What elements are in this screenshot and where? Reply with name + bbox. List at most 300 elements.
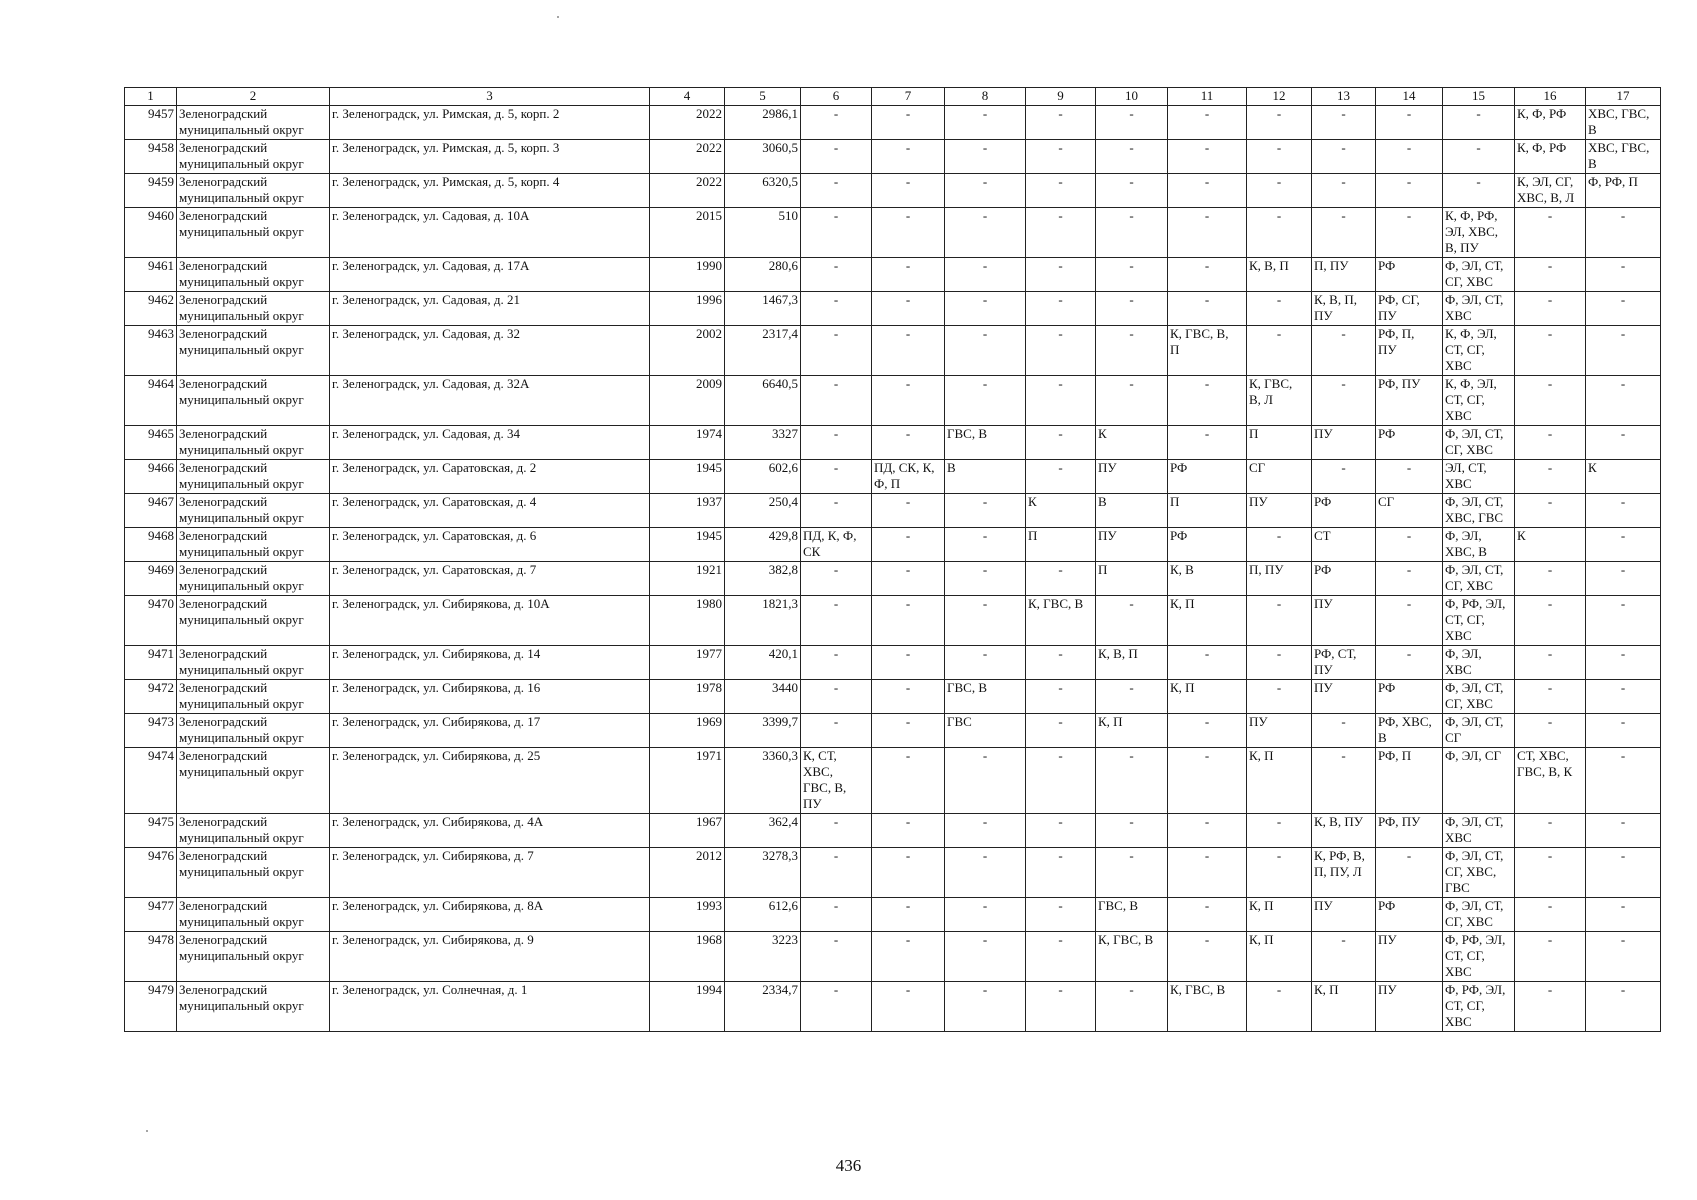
table-cell: -: [1168, 748, 1247, 814]
table-cell: ГВС, В: [945, 680, 1026, 714]
table-cell: Зеленоградский муниципальный округ: [177, 898, 330, 932]
table-cell: г. Зеленоградск, ул. Сибирякова, д. 10А: [330, 596, 650, 646]
table-cell: Зеленоградский муниципальный округ: [177, 106, 330, 140]
table-cell: -: [1586, 932, 1661, 982]
table-cell: -: [1026, 982, 1096, 1032]
table-cell: -: [1026, 814, 1096, 848]
table-row: [125, 460, 1661, 494]
table-cell: -: [1168, 646, 1247, 680]
table-cell: -: [1586, 898, 1661, 932]
table-cell: -: [872, 494, 945, 528]
table-cell: -: [1026, 898, 1096, 932]
table-cell: г. Зеленоградск, ул. Сибирякова, д. 8А: [330, 898, 650, 932]
table-cell: 1974: [650, 426, 725, 460]
table-cell: -: [872, 292, 945, 326]
page-number: 436: [835, 1156, 862, 1175]
table-cell: -: [945, 494, 1026, 528]
table-cell: -: [1515, 208, 1586, 258]
table-cell: -: [1247, 982, 1312, 1032]
table-cell: 9478: [125, 932, 177, 982]
table-cell: -: [945, 646, 1026, 680]
table-cell: Ф, ЭЛ, СТ, СГ, ХВС: [1443, 680, 1515, 714]
table-cell: 1937: [650, 494, 725, 528]
table-cell: -: [1026, 208, 1096, 258]
table-cell: -: [801, 494, 872, 528]
table-cell: 9458: [125, 140, 177, 174]
table-cell: РФ: [1312, 562, 1376, 596]
table-cell: -: [1026, 680, 1096, 714]
table-cell: -: [1586, 528, 1661, 562]
table-cell: -: [1247, 848, 1312, 898]
table-cell: -: [1247, 814, 1312, 848]
table-cell: Ф, ЭЛ, СТ, ХВС: [1443, 814, 1515, 848]
table-cell: г. Зеленоградск, ул. Саратовская, д. 2: [330, 460, 650, 494]
table-cell: П: [1168, 494, 1247, 528]
table-cell: -: [1026, 748, 1096, 814]
table-cell: Зеленоградский муниципальный округ: [177, 292, 330, 326]
table-cell: РФ, СГ, ПУ: [1376, 292, 1443, 326]
table-cell: г. Зеленоградск, ул. Сибирякова, д. 17: [330, 714, 650, 748]
table-cell: Зеленоградский муниципальный округ: [177, 376, 330, 426]
table-cell: ПУ: [1247, 494, 1312, 528]
table-cell: 9475: [125, 814, 177, 848]
table-row: [125, 646, 1661, 680]
table-row: [125, 898, 1661, 932]
table-cell: 3327: [725, 426, 801, 460]
table-cell: 1969: [650, 714, 725, 748]
table-cell: 9474: [125, 748, 177, 814]
table-row: [125, 748, 1661, 814]
table-cell: -: [1026, 714, 1096, 748]
table-row: [125, 258, 1661, 292]
table-cell: -: [1586, 326, 1661, 376]
table-cell: К, Ф, ЭЛ, СТ, СГ, ХВС: [1443, 376, 1515, 426]
table-cell: -: [1168, 376, 1247, 426]
table-cell: Зеленоградский муниципальный округ: [177, 326, 330, 376]
column-header: 10: [1096, 88, 1168, 106]
column-header: 3: [330, 88, 650, 106]
table-cell: -: [1026, 106, 1096, 140]
table-cell: Зеленоградский муниципальный округ: [177, 982, 330, 1032]
table-cell: -: [1312, 174, 1376, 208]
table-cell: 3223: [725, 932, 801, 982]
table-cell: К, ГВС, В: [1096, 932, 1168, 982]
table-cell: -: [1247, 326, 1312, 376]
table-cell: К, П: [1312, 982, 1376, 1032]
table-cell: -: [1312, 106, 1376, 140]
table-cell: 420,1: [725, 646, 801, 680]
table-cell: К, ГВС, В: [1168, 982, 1247, 1032]
table-cell: Зеленоградский муниципальный округ: [177, 494, 330, 528]
table-cell: -: [1026, 292, 1096, 326]
table-cell: РФ: [1312, 494, 1376, 528]
table-cell: -: [872, 814, 945, 848]
table-cell: -: [1312, 932, 1376, 982]
table-cell: 1980: [650, 596, 725, 646]
table-cell: Ф, ЭЛ, СТ, СГ, ХВС: [1443, 562, 1515, 596]
column-header: 9: [1026, 88, 1096, 106]
table-cell: 1978: [650, 680, 725, 714]
table-cell: К, В, П: [1096, 646, 1168, 680]
table-cell: Ф, РФ, ЭЛ, СТ, СГ, ХВС: [1443, 932, 1515, 982]
table-cell: К: [1096, 426, 1168, 460]
table-cell: К, В, П, ПУ: [1312, 292, 1376, 326]
table-cell: СТ, ХВС, ГВС, В, К: [1515, 748, 1586, 814]
table-cell: РФ, ПУ: [1376, 376, 1443, 426]
table-cell: Зеленоградский муниципальный округ: [177, 140, 330, 174]
table-cell: г. Зеленоградск, ул. Солнечная, д. 1: [330, 982, 650, 1032]
table-cell: -: [801, 562, 872, 596]
table-cell: Зеленоградский муниципальный округ: [177, 258, 330, 292]
table-cell: -: [1168, 848, 1247, 898]
table-cell: -: [872, 326, 945, 376]
table-cell: -: [1376, 208, 1443, 258]
table-cell: -: [945, 376, 1026, 426]
table-cell: -: [945, 932, 1026, 982]
table-cell: -: [1515, 982, 1586, 1032]
table-cell: -: [872, 376, 945, 426]
table-cell: -: [1247, 646, 1312, 680]
table-cell: -: [801, 848, 872, 898]
column-header: 7: [872, 88, 945, 106]
table-cell: 1821,3: [725, 596, 801, 646]
table-cell: г. Зеленоградск, ул. Сибирякова, д. 16: [330, 680, 650, 714]
table-cell: 429,8: [725, 528, 801, 562]
table-cell: -: [1312, 714, 1376, 748]
table-cell: П: [1026, 528, 1096, 562]
table-cell: -: [1515, 258, 1586, 292]
column-header: 16: [1515, 88, 1586, 106]
table-cell: РФ, ПУ: [1376, 814, 1443, 848]
table-cell: -: [1586, 208, 1661, 258]
table-cell: -: [1026, 848, 1096, 898]
table-cell: К, П: [1247, 932, 1312, 982]
table-cell: Ф, ЭЛ, ХВС, В: [1443, 528, 1515, 562]
table-cell: К, П: [1247, 898, 1312, 932]
table-cell: В: [945, 460, 1026, 494]
table-cell: 612,6: [725, 898, 801, 932]
table-cell: -: [1586, 562, 1661, 596]
table-cell: Зеленоградский муниципальный округ: [177, 714, 330, 748]
table-cell: -: [801, 292, 872, 326]
table-cell: -: [1168, 814, 1247, 848]
table-row: [125, 140, 1661, 174]
table-cell: Зеленоградский муниципальный округ: [177, 596, 330, 646]
table-cell: -: [945, 848, 1026, 898]
table-cell: 2986,1: [725, 106, 801, 140]
table-cell: -: [1168, 426, 1247, 460]
table-cell: -: [1376, 848, 1443, 898]
table-cell: К, В: [1168, 562, 1247, 596]
table-cell: -: [1586, 814, 1661, 848]
table-cell: -: [872, 174, 945, 208]
table-cell: ПУ: [1096, 460, 1168, 494]
table-cell: К, РФ, В, П, ПУ, Л: [1312, 848, 1376, 898]
table-cell: 1945: [650, 528, 725, 562]
table-cell: 9476: [125, 848, 177, 898]
table-cell: -: [1515, 814, 1586, 848]
table-cell: -: [1515, 848, 1586, 898]
table-cell: -: [801, 174, 872, 208]
table-row: [125, 174, 1661, 208]
table-cell: -: [872, 528, 945, 562]
table-cell: -: [1515, 292, 1586, 326]
table-cell: 9464: [125, 376, 177, 426]
table-cell: -: [1515, 426, 1586, 460]
table-cell: 6640,5: [725, 376, 801, 426]
table-cell: ПУ: [1312, 680, 1376, 714]
table-cell: г. Зеленоградск, ул. Римская, д. 5, корп. 2: [330, 106, 650, 140]
table-cell: -: [872, 982, 945, 1032]
table-cell: -: [1586, 596, 1661, 646]
column-header: 2: [177, 88, 330, 106]
table-cell: г. Зеленоградск, ул. Садовая, д. 32: [330, 326, 650, 376]
table-cell: 3399,7: [725, 714, 801, 748]
column-header: 6: [801, 88, 872, 106]
table-cell: -: [1443, 140, 1515, 174]
table-cell: -: [1312, 376, 1376, 426]
table-cell: -: [1586, 292, 1661, 326]
table-cell: Ф, ЭЛ, СТ, СГ, ХВС: [1443, 426, 1515, 460]
table-cell: -: [945, 596, 1026, 646]
table-cell: Ф, ЭЛ, СТ, СГ, ХВС: [1443, 898, 1515, 932]
table-cell: 1990: [650, 258, 725, 292]
table-cell: 9470: [125, 596, 177, 646]
table-cell: -: [1168, 898, 1247, 932]
table-cell: -: [1096, 376, 1168, 426]
table-cell: -: [1586, 426, 1661, 460]
table-cell: 9471: [125, 646, 177, 680]
table-cell: -: [1096, 596, 1168, 646]
table-cell: ПУ: [1376, 982, 1443, 1032]
table-cell: Ф, РФ, ЭЛ, СТ, СГ, ХВС: [1443, 596, 1515, 646]
table-cell: -: [1247, 208, 1312, 258]
table-cell: РФ: [1376, 680, 1443, 714]
table-cell: К, В, П: [1247, 258, 1312, 292]
table-cell: 9479: [125, 982, 177, 1032]
table-cell: -: [1026, 140, 1096, 174]
table-cell: -: [801, 376, 872, 426]
table-cell: 1993: [650, 898, 725, 932]
table-cell: -: [1376, 106, 1443, 140]
table-cell: 2317,4: [725, 326, 801, 376]
column-header: 17: [1586, 88, 1661, 106]
table-cell: -: [1247, 596, 1312, 646]
register-sheet: [124, 87, 1661, 1032]
table-cell: -: [945, 208, 1026, 258]
table-cell: -: [1515, 562, 1586, 596]
table-cell: -: [1376, 174, 1443, 208]
table-cell: -: [1168, 174, 1247, 208]
table-cell: -: [945, 562, 1026, 596]
table-cell: 1971: [650, 748, 725, 814]
table-cell: 250,4: [725, 494, 801, 528]
table-cell: ХВС, ГВС, В: [1586, 140, 1661, 174]
table-cell: -: [1096, 208, 1168, 258]
column-header: 4: [650, 88, 725, 106]
table-cell: 1996: [650, 292, 725, 326]
table-cell: Ф, ЭЛ, СГ: [1443, 748, 1515, 814]
table-cell: -: [801, 714, 872, 748]
column-header: 11: [1168, 88, 1247, 106]
table-cell: К, Ф, ЭЛ, СТ, СГ, ХВС: [1443, 326, 1515, 376]
table-cell: -: [1586, 494, 1661, 528]
scan-speck: [146, 1130, 148, 1132]
table-cell: Зеленоградский муниципальный округ: [177, 426, 330, 460]
table-cell: -: [801, 646, 872, 680]
table-cell: 1945: [650, 460, 725, 494]
table-cell: ПД, К, Ф, СК: [801, 528, 872, 562]
table-cell: РФ: [1376, 898, 1443, 932]
table-cell: ГВС, В: [1096, 898, 1168, 932]
table-cell: -: [1026, 258, 1096, 292]
table-cell: -: [945, 326, 1026, 376]
table-cell: К, В, ПУ: [1312, 814, 1376, 848]
table-cell: -: [945, 174, 1026, 208]
table-cell: г. Зеленоградск, ул. Римская, д. 5, корп. 4: [330, 174, 650, 208]
table-cell: -: [1247, 292, 1312, 326]
table-cell: 1467,3: [725, 292, 801, 326]
table-cell: Ф, РФ, ЭЛ, СТ, СГ, ХВС: [1443, 982, 1515, 1032]
table-cell: К, ГВС, В, П: [1168, 326, 1247, 376]
table-cell: РФ: [1168, 460, 1247, 494]
table-cell: г. Зеленоградск, ул. Садовая, д. 21: [330, 292, 650, 326]
table-cell: -: [1586, 848, 1661, 898]
table-cell: П: [1096, 562, 1168, 596]
table-cell: 1994: [650, 982, 725, 1032]
table-cell: -: [1515, 494, 1586, 528]
table-row: [125, 326, 1661, 376]
column-header: 8: [945, 88, 1026, 106]
table-row: [125, 932, 1661, 982]
table-cell: -: [1168, 140, 1247, 174]
table-cell: -: [801, 258, 872, 292]
table-cell: -: [801, 326, 872, 376]
table-cell: 9472: [125, 680, 177, 714]
table-cell: -: [1376, 646, 1443, 680]
table-cell: Ф, ЭЛ, СТ, ХВС, ГВС: [1443, 494, 1515, 528]
housing-register-table: [124, 87, 1661, 1032]
table-cell: РФ: [1376, 258, 1443, 292]
table-cell: П, ПУ: [1247, 562, 1312, 596]
table-cell: -: [801, 814, 872, 848]
table-cell: -: [872, 106, 945, 140]
table-cell: К, П: [1168, 596, 1247, 646]
table-cell: -: [1168, 714, 1247, 748]
column-header: 15: [1443, 88, 1515, 106]
table-cell: ГВС, В: [945, 426, 1026, 460]
table-cell: 2022: [650, 174, 725, 208]
table-cell: К, ГВС, В, Л: [1247, 376, 1312, 426]
table-cell: 9466: [125, 460, 177, 494]
table-cell: г. Зеленоградск, ул. Сибирякова, д. 4А: [330, 814, 650, 848]
table-row: [125, 680, 1661, 714]
table-cell: -: [1247, 528, 1312, 562]
column-number-header-row: [125, 88, 1661, 106]
table-cell: -: [872, 208, 945, 258]
table-cell: Зеленоградский муниципальный округ: [177, 814, 330, 848]
table-cell: К, ЭЛ, СГ, ХВС, В, Л: [1515, 174, 1586, 208]
table-cell: г. Зеленоградск, ул. Саратовская, д. 6: [330, 528, 650, 562]
table-cell: -: [872, 932, 945, 982]
table-cell: ПУ: [1247, 714, 1312, 748]
table-cell: -: [945, 814, 1026, 848]
table-cell: -: [801, 106, 872, 140]
table-cell: -: [1515, 680, 1586, 714]
table-cell: Ф, ЭЛ, ХВС: [1443, 646, 1515, 680]
table-cell: 602,6: [725, 460, 801, 494]
table-cell: 1968: [650, 932, 725, 982]
table-cell: -: [1026, 646, 1096, 680]
table-cell: -: [872, 140, 945, 174]
table-cell: 9473: [125, 714, 177, 748]
column-header: 1: [125, 88, 177, 106]
table-cell: Ф, РФ, П: [1586, 174, 1661, 208]
table-cell: -: [1312, 140, 1376, 174]
table-cell: К, П: [1247, 748, 1312, 814]
table-cell: -: [1096, 982, 1168, 1032]
column-header: 13: [1312, 88, 1376, 106]
table-cell: -: [1096, 680, 1168, 714]
table-cell: 9468: [125, 528, 177, 562]
column-header: 5: [725, 88, 801, 106]
table-row: [125, 426, 1661, 460]
table-cell: г. Зеленоградск, ул. Саратовская, д. 4: [330, 494, 650, 528]
table-cell: -: [1168, 292, 1247, 326]
table-cell: Ф, ЭЛ, СТ, ХВС: [1443, 292, 1515, 326]
scan-speck: [557, 16, 559, 18]
table-cell: -: [1586, 714, 1661, 748]
table-cell: -: [1096, 174, 1168, 208]
table-cell: -: [1443, 106, 1515, 140]
table-cell: 1921: [650, 562, 725, 596]
table-cell: В: [1096, 494, 1168, 528]
table-cell: -: [872, 848, 945, 898]
table-row: [125, 292, 1661, 326]
table-cell: К, П: [1096, 714, 1168, 748]
table-cell: 9457: [125, 106, 177, 140]
table-cell: -: [872, 680, 945, 714]
table-cell: 2022: [650, 106, 725, 140]
table-cell: -: [1376, 596, 1443, 646]
table-cell: г. Зеленоградск, ул. Садовая, д. 10А: [330, 208, 650, 258]
table-cell: 9469: [125, 562, 177, 596]
table-cell: ЭЛ, СТ, ХВС: [1443, 460, 1515, 494]
table-cell: РФ, СТ, ПУ: [1312, 646, 1376, 680]
table-cell: -: [945, 982, 1026, 1032]
table-cell: -: [1312, 748, 1376, 814]
table-cell: -: [872, 426, 945, 460]
column-header: 12: [1247, 88, 1312, 106]
table-cell: -: [1376, 562, 1443, 596]
table-cell: К, ГВС, В: [1026, 596, 1096, 646]
table-cell: -: [1168, 258, 1247, 292]
table-cell: г. Зеленоградск, ул. Сибирякова, д. 7: [330, 848, 650, 898]
table-cell: -: [1026, 174, 1096, 208]
table-cell: 9477: [125, 898, 177, 932]
table-cell: -: [801, 932, 872, 982]
table-row: [125, 848, 1661, 898]
table-cell: РФ: [1168, 528, 1247, 562]
table-cell: РФ, П, ПУ: [1376, 326, 1443, 376]
table-cell: -: [801, 982, 872, 1032]
table-cell: ПУ: [1096, 528, 1168, 562]
table-cell: -: [945, 258, 1026, 292]
table-cell: 510: [725, 208, 801, 258]
table-cell: РФ, ХВС, В: [1376, 714, 1443, 748]
table-cell: 382,8: [725, 562, 801, 596]
table-cell: 9459: [125, 174, 177, 208]
